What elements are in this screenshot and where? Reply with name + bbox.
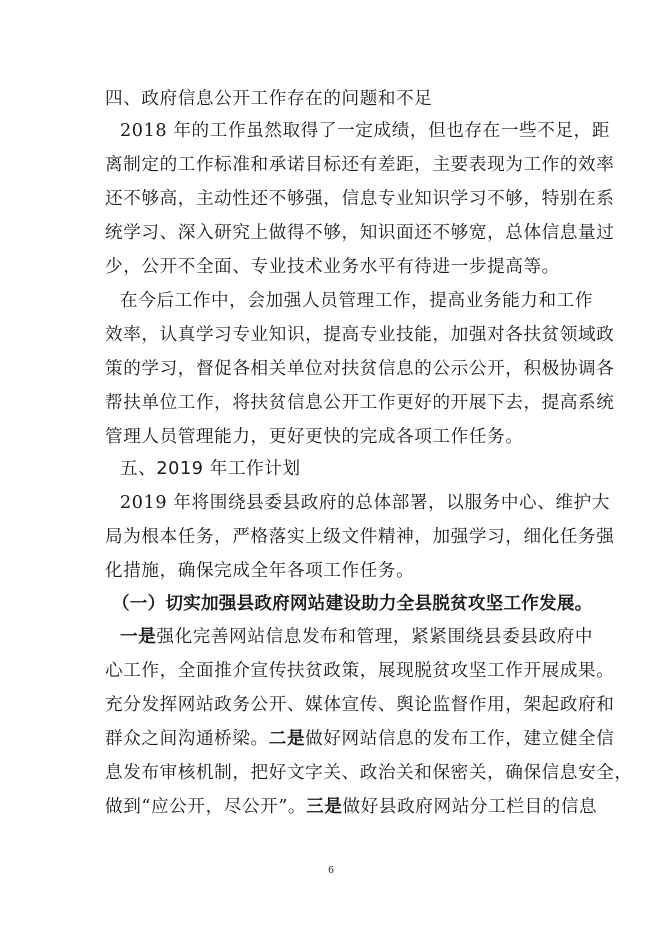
paragraph-line [105,796,598,818]
paragraph-text: 做到“应公开，尽公开”。 [105,797,307,817]
paragraph-line: 局为根本任务，严格落实上级文件精神，加强学习，细化任务强 [105,527,615,547]
paragraph-line: 息发布审核机制，把好文字关、政治关和保密关，确保信息安全， [105,763,633,783]
section-heading-problems: 四、政府信息公开工作存在的问题和不足 [105,89,433,109]
paragraph-line: 策的学习，督促各相关单位对扶贫信息的公示公开，积极协调各 [105,359,615,379]
paragraph-line: 2018 年的工作虽然取得了一定成绩，但也存在一些不足，距 [120,121,611,141]
paragraph-text: 强化完善网站信息发布和管理，紧紧围绕县委县政府中 [156,627,594,647]
paragraph-line: 心工作，全面推介宣传扶贫政策，展现脱贫攻坚工作开展成果。 [105,661,615,681]
page-number: 6 [328,864,334,876]
paragraph-line: 2019 年将围绕县委县政府的总体部署，以服务中心、维护大 [120,493,611,513]
paragraph-text: 做好网站信息的发布工作，建立健全信 [305,729,615,749]
paragraph-line: 离制定的工作标准和承诺目标还有差距，主要表现为工作的效率 [105,155,615,175]
paragraph-line: 充分发挥网站政务公开、媒体宣传、舆论监督作用，架起政府和 [105,695,615,715]
emphasis-label: 二是 [268,728,306,749]
emphasis-label: 三是 [306,796,343,817]
section-heading-plan: 五、2019 年工作计划 [120,459,301,479]
paragraph-text: 做好县政府网站分工栏目的信息 [342,797,598,817]
paragraph-line: 效率，认真学习专业知识，提高专业技能，加强对各扶贫领域政 [105,325,615,345]
subsection-heading: （一）切实加强县政府网站建设助力全县脱贫攻坚工作发展。 [112,593,593,614]
emphasis-label: 一是 [120,626,157,647]
paragraph-line: 化措施，确保完成全年各项工作任务。 [105,561,415,581]
paragraph-line: 在今后工作中，会加强人员管理工作，提高业务能力和工作 [120,291,594,311]
paragraph-line: 少，公开不全面、专业技术业务水平有待进一步提高等。 [105,257,560,277]
paragraph-line: 统学习、深入研究上做得不够，知识面还不够宽，总体信息量过 [105,223,615,243]
paragraph-text: 群众之间沟通桥梁。 [105,729,269,749]
paragraph-line: 管理人员管理能力，更好更快的完成各项工作任务。 [105,427,524,447]
paragraph-line: 帮扶单位工作，将扶贫信息公开工作更好的开展下去，提高系统 [105,393,615,413]
paragraph-line [105,728,615,750]
paragraph-line [120,626,594,648]
paragraph-line: 还不够高，主动性还不够强，信息专业知识学习不够，特别在系 [105,189,615,209]
